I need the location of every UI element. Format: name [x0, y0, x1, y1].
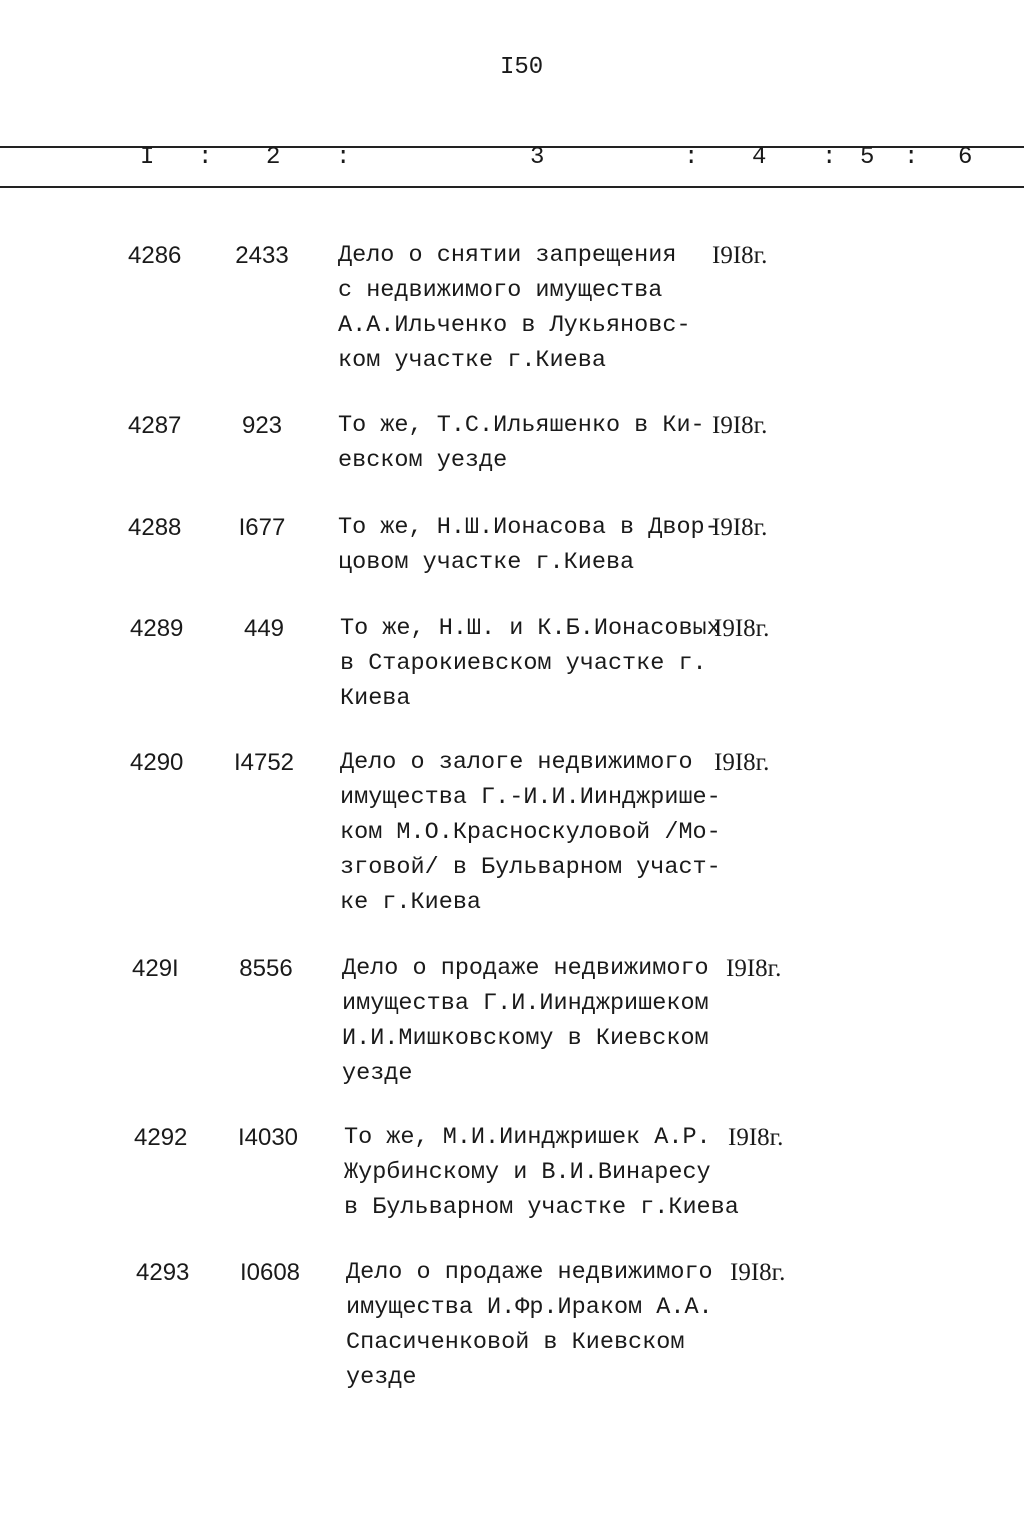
col-separator: :	[336, 144, 351, 171]
col-separator: :	[684, 144, 699, 171]
header-bottom-rule	[0, 186, 1024, 188]
description-line: Журбинскому и В.И.Винаресу	[344, 1159, 711, 1186]
col-separator: :	[904, 144, 919, 171]
file-number: I677	[238, 514, 286, 541]
entry-year: I9I8г.	[714, 615, 770, 642]
entry-number: 4286	[128, 242, 182, 269]
description-line: Дело о залоге недвижимого	[340, 749, 693, 776]
entry-year: I9I8г.	[712, 412, 768, 439]
entry-year: I9I8г.	[728, 1124, 784, 1151]
entry-number: 4287	[128, 412, 182, 439]
description-line: И.И.Мишковскому в Киевском	[342, 1025, 709, 1052]
entry-number: 4290	[130, 749, 184, 776]
file-number: 449	[243, 615, 285, 642]
col-header-3: 3	[530, 144, 545, 171]
description-line: зговой/ в Бульварном участ-	[340, 854, 721, 881]
description-line: в Старокиевском участке г.	[340, 650, 707, 677]
file-number: 2433	[235, 242, 289, 269]
description-line: имущества И.Фр.Ираком А.А.	[346, 1294, 713, 1321]
entry-number: 4293	[136, 1259, 190, 1286]
entry-description	[346, 1255, 713, 1395]
entry-description	[342, 951, 709, 1091]
entry-description	[338, 510, 719, 580]
col-header-6: 6	[958, 144, 973, 171]
description-line: уезде	[346, 1364, 417, 1391]
entry-description	[340, 745, 721, 920]
description-line: Дело о продаже недвижимого	[346, 1259, 713, 1286]
entry-year: I9I8г.	[712, 514, 768, 541]
description-line: ке г.Киева	[340, 889, 482, 916]
description-line: То же, Т.С.Ильяшенко в Ки-	[338, 412, 705, 439]
file-number: I0608	[239, 1259, 301, 1286]
entry-number: 4288	[128, 514, 182, 541]
description-line: Дело о снятии запрещения	[338, 242, 677, 269]
description-line: Дело о продаже недвижимого	[342, 955, 709, 982]
description-line: в Бульварном участке г.Киева	[344, 1194, 739, 1221]
description-line: А.А.Ильченко в Лукьяновс-	[338, 312, 691, 339]
file-number: I4030	[237, 1124, 299, 1151]
entry-description	[338, 408, 705, 478]
description-line: Киева	[340, 685, 411, 712]
col-header-2: 2	[266, 144, 281, 171]
entry-year: I9I8г.	[726, 955, 782, 982]
entry-description	[344, 1120, 739, 1225]
description-line: цовом участке г.Киева	[338, 549, 635, 576]
description-line: То же, М.И.Иинджришек А.Р.	[344, 1124, 711, 1151]
description-line: То же, Н.Ш. и К.Б.Ионасовых	[340, 615, 721, 642]
col-header-4: 4	[752, 144, 767, 171]
description-line: с недвижимого имущества	[338, 277, 663, 304]
file-number: 8556	[239, 955, 293, 982]
entry-description	[340, 611, 721, 716]
entry-description	[338, 238, 691, 378]
col-separator: :	[198, 144, 213, 171]
entry-year: I9I8г.	[730, 1259, 786, 1286]
description-line: имущества Г.И.Иинджришеком	[342, 990, 709, 1017]
entry-year: I9I8г.	[712, 242, 768, 269]
col-header-1: I	[140, 144, 155, 171]
description-line: имущества Г.-И.И.Иинджрише-	[340, 784, 721, 811]
file-number: I4752	[233, 749, 295, 776]
description-line: ком участке г.Киева	[338, 347, 606, 374]
page-number: I50	[500, 54, 544, 81]
description-line: евском уезде	[338, 447, 508, 474]
description-line: То же, Н.Ш.Ионасова в Двор-	[338, 514, 719, 541]
entry-number: 4289	[130, 615, 184, 642]
entry-number: 429I	[132, 955, 179, 982]
col-header-5: 5	[860, 144, 875, 171]
description-line: Спасиченковой в Киевском	[346, 1329, 685, 1356]
entry-number: 4292	[134, 1124, 188, 1151]
col-separator: :	[822, 144, 837, 171]
file-number: 923	[241, 412, 283, 439]
entry-year: I9I8г.	[714, 749, 770, 776]
description-line: ком М.О.Красноскуловой /Мо-	[340, 819, 721, 846]
description-line: уезде	[342, 1060, 413, 1087]
